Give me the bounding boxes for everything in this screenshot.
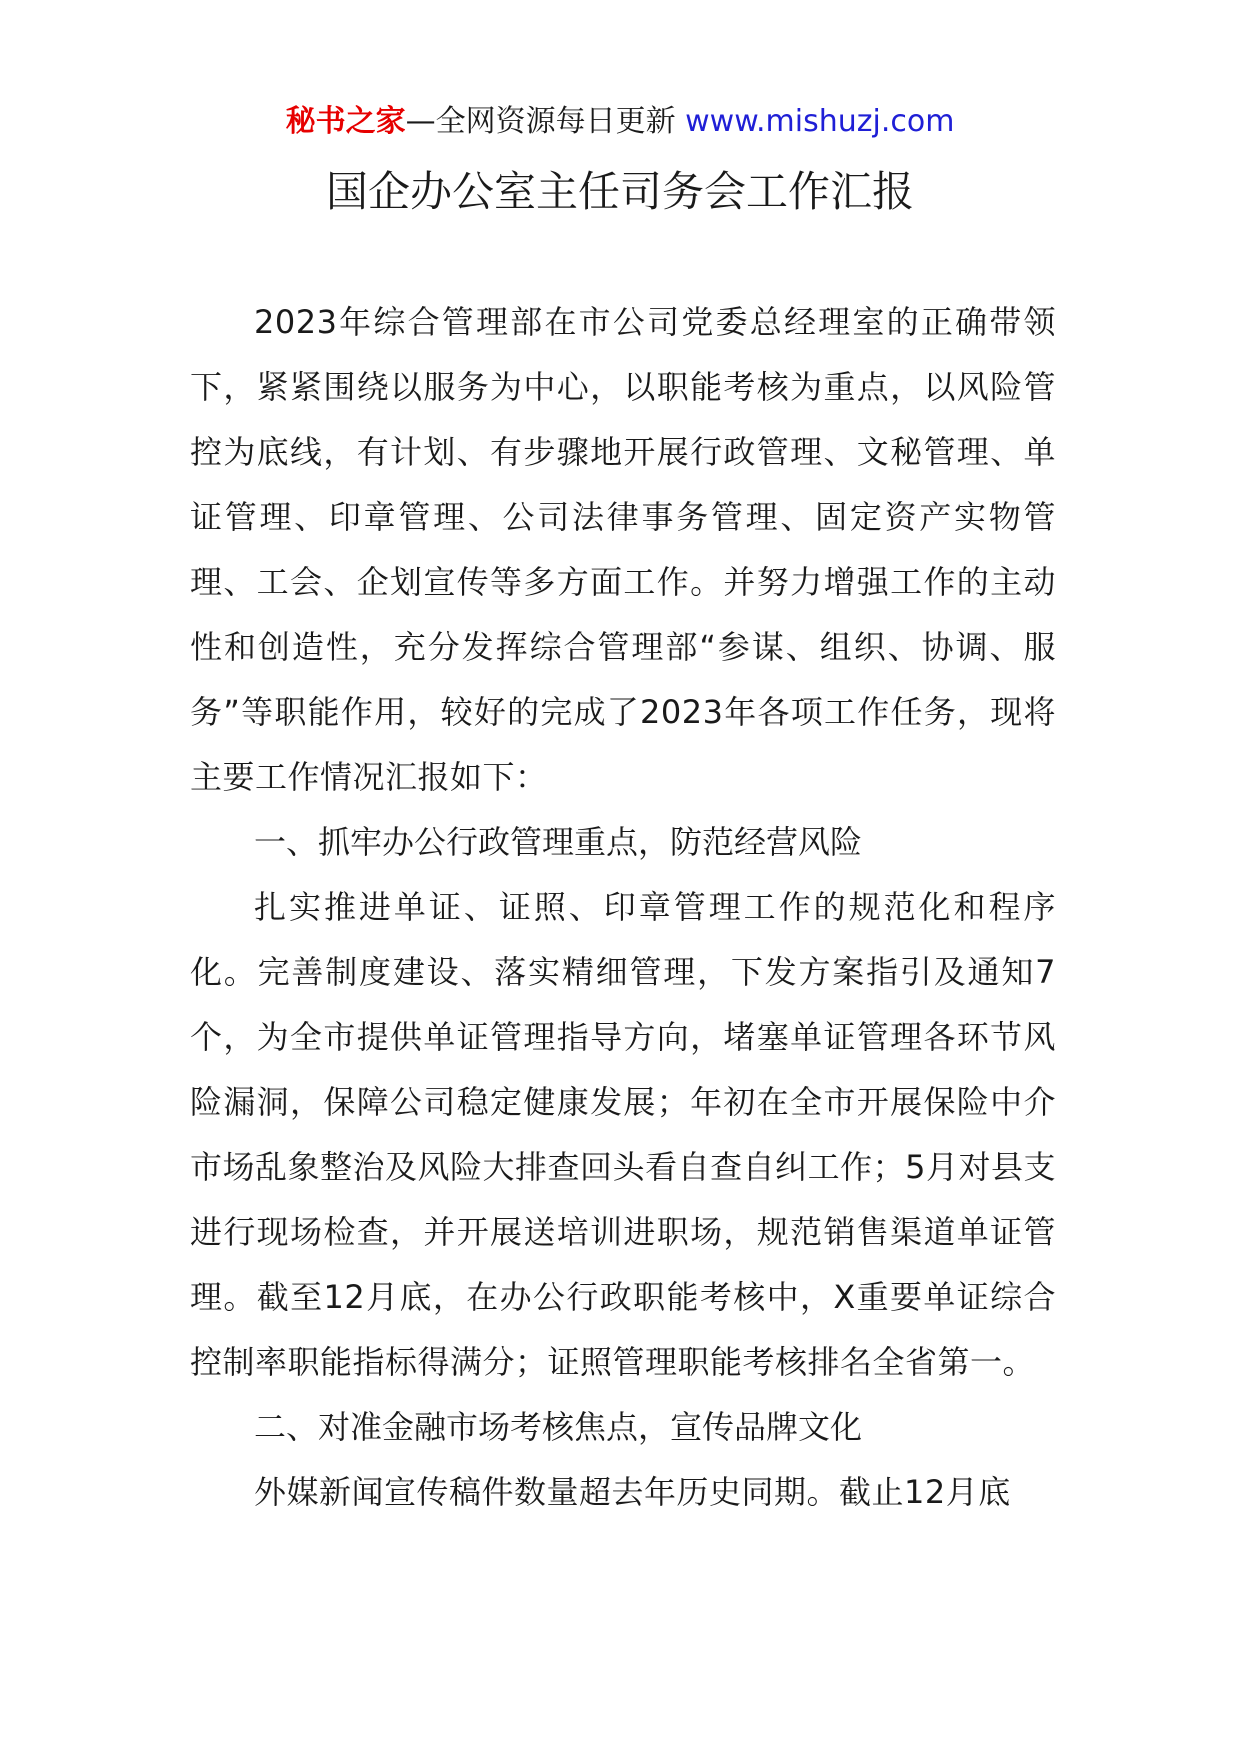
site-header (0, 100, 1240, 144)
section-heading-1: 一、抓牢办公行政管理重点，防范经营风险 (254, 823, 863, 861)
document-title: 国企办公室主任司务会工作汇报 (325, 167, 914, 216)
header-slogan: —全网资源每日更新 (405, 104, 676, 139)
section-paragraph-2: 外媒新闻宣传稿件数量超去年历史同期。截止12月底 (254, 1473, 1011, 1511)
document-body (190, 290, 1056, 1525)
section-heading-2: 二、对准金融市场考核焦点，宣传品牌文化 (254, 1408, 863, 1446)
site-link[interactable]: www.mishuzj.com (685, 104, 955, 139)
intro-paragraph: 2023年综合管理部在市公司党委总经理室的正确带领下，紧紧围绕以服务为中心，以职能考核为重点，以风险管控为底线，有计划、有步骤地开展行政管理、文秘管理、单证管理、印章管理、公司法律事务管理、固定资产实物管理、工会、企划宣传等多方面工作。并努力增强工作的主动性和创造性，充分发挥综合管理部“参谋、组织、协调、服务”等职能作用，较好的完成了2023年各项工作任务，现将主要工作情况汇报如下： (190, 303, 1056, 796)
section-paragraph-1: 扎实推进单证、证照、印章管理工作的规范化和程序化。完善制度建设、落实精细管理，下发方案指引及通知7个，为全市提供单证管理指导方向，堵塞单证管理各环节风险漏洞，保障公司稳定健康发展；年初在全市开展保险中介市场乱象整治及风险大排查回头看自查自纠工作；5月对县支进行现场检查，并开展送培训进职场，规范销售渠道单证管理。截至12月底，在办公行政职能考核中，X重要单证综合控制率职能指标得满分；证照管理职能考核排名全省第一。 (190, 888, 1056, 1381)
brand-name: 秘书之家 (285, 104, 406, 139)
